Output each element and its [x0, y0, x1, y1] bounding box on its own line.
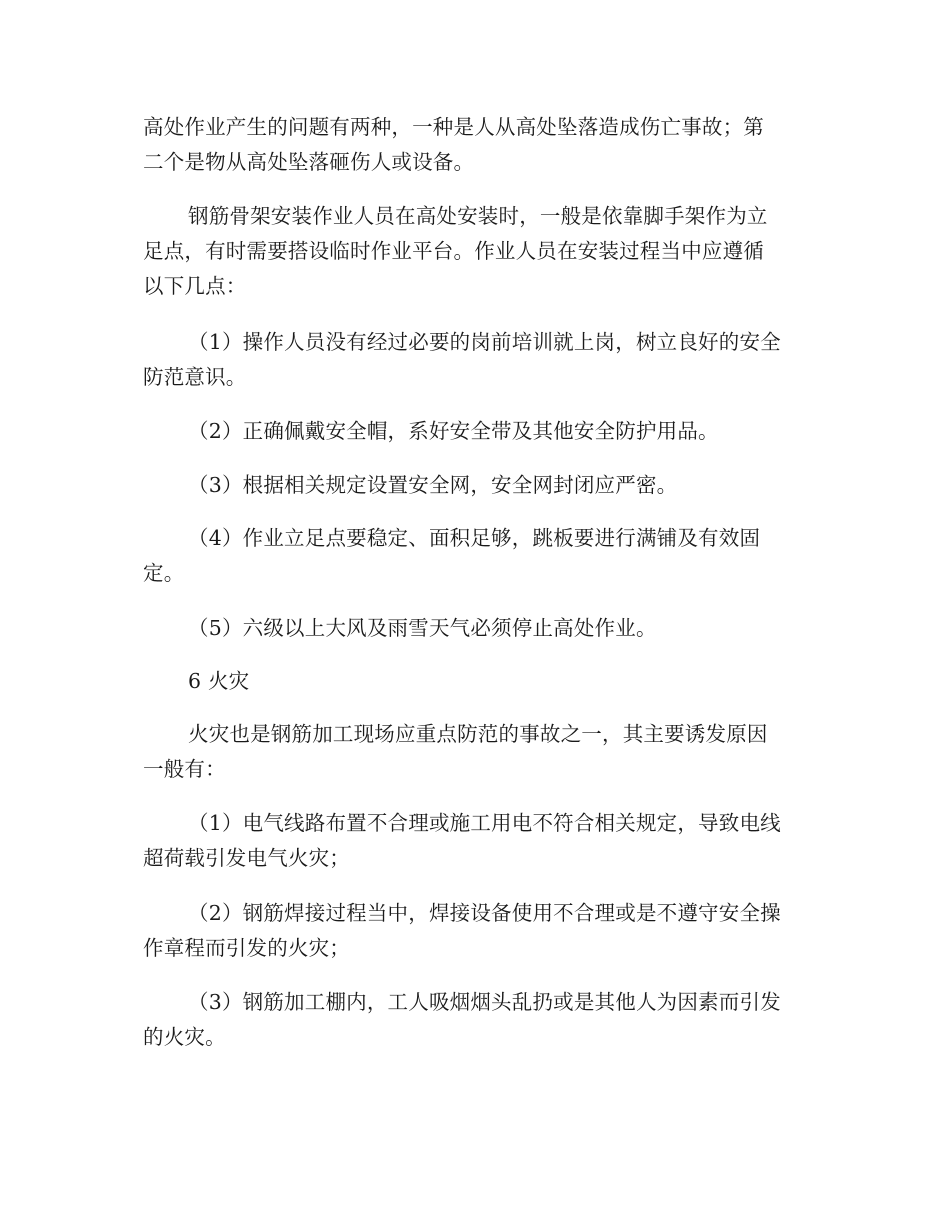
text-line: （1）操作人员没有经过必要的岗前培训就上岗，树立良好的安全 [188, 330, 781, 354]
text-line: 作章程而引发的火灾； [143, 936, 350, 960]
text-line: 火灾也是钢筋加工现场应重点防范的事故之一，其主要诱发原因 [188, 722, 768, 746]
fire-cause-item-3 [143, 985, 808, 1055]
list-item-3 [143, 468, 808, 503]
text-line: 以下几点： [143, 274, 247, 298]
paragraph-rebar-installation [143, 199, 808, 304]
text-line: 一般有： [143, 757, 226, 781]
text-line: （3）根据相关规定设置安全网，安全网封闭应严密。 [188, 473, 678, 497]
list-item-2 [143, 414, 808, 449]
text-line: 二个是物从高处坠落砸伤人或设备。 [143, 150, 475, 174]
list-item-4 [143, 521, 808, 591]
text-line: 足点，有时需要搭设临时作业平台。作业人员在安装过程当中应遵循 [143, 239, 764, 263]
text-line: 定。 [143, 561, 185, 585]
text-line: 防范意识。 [143, 365, 247, 389]
fire-cause-item-2 [143, 896, 808, 966]
text-line: 钢筋骨架安装作业人员在高处安装时，一般是依靠脚手架作为立 [188, 204, 768, 228]
text-line: 的火灾。 [143, 1025, 226, 1049]
text-line: （3）钢筋加工棚内，工人吸烟烟头乱扔或是其他人为因素而引发 [188, 990, 781, 1014]
text-line: （4）作业立足点要稳定、面积足够，跳板要进行满铺及有效固 [188, 526, 761, 550]
text-line: 高处作业产生的问题有两种，一种是人从高处坠落造成伤亡事故；第 [143, 115, 764, 139]
text-line: 超荷载引发电气火灾； [143, 846, 350, 870]
paragraph-fall-hazard-types [143, 110, 808, 180]
list-item-5 [143, 611, 808, 646]
text-line: （5）六级以上大风及雨雪天气必须停止高处作业。 [188, 616, 657, 640]
text-line: （1）电气线路布置不合理或施工用电不符合相关规定，导致电线 [188, 811, 781, 835]
text-line: （2）钢筋焊接过程当中，焊接设备使用不合理或是不遵守安全操 [188, 901, 781, 925]
paragraph-fire-causes [143, 717, 808, 787]
text-line: 6 火灾 [188, 669, 250, 693]
fire-cause-item-1 [143, 806, 808, 876]
list-item-1 [143, 325, 808, 395]
text-line: （2）正确佩戴安全帽，系好安全带及其他安全防护用品。 [188, 419, 719, 443]
section-heading-fire [143, 664, 808, 699]
